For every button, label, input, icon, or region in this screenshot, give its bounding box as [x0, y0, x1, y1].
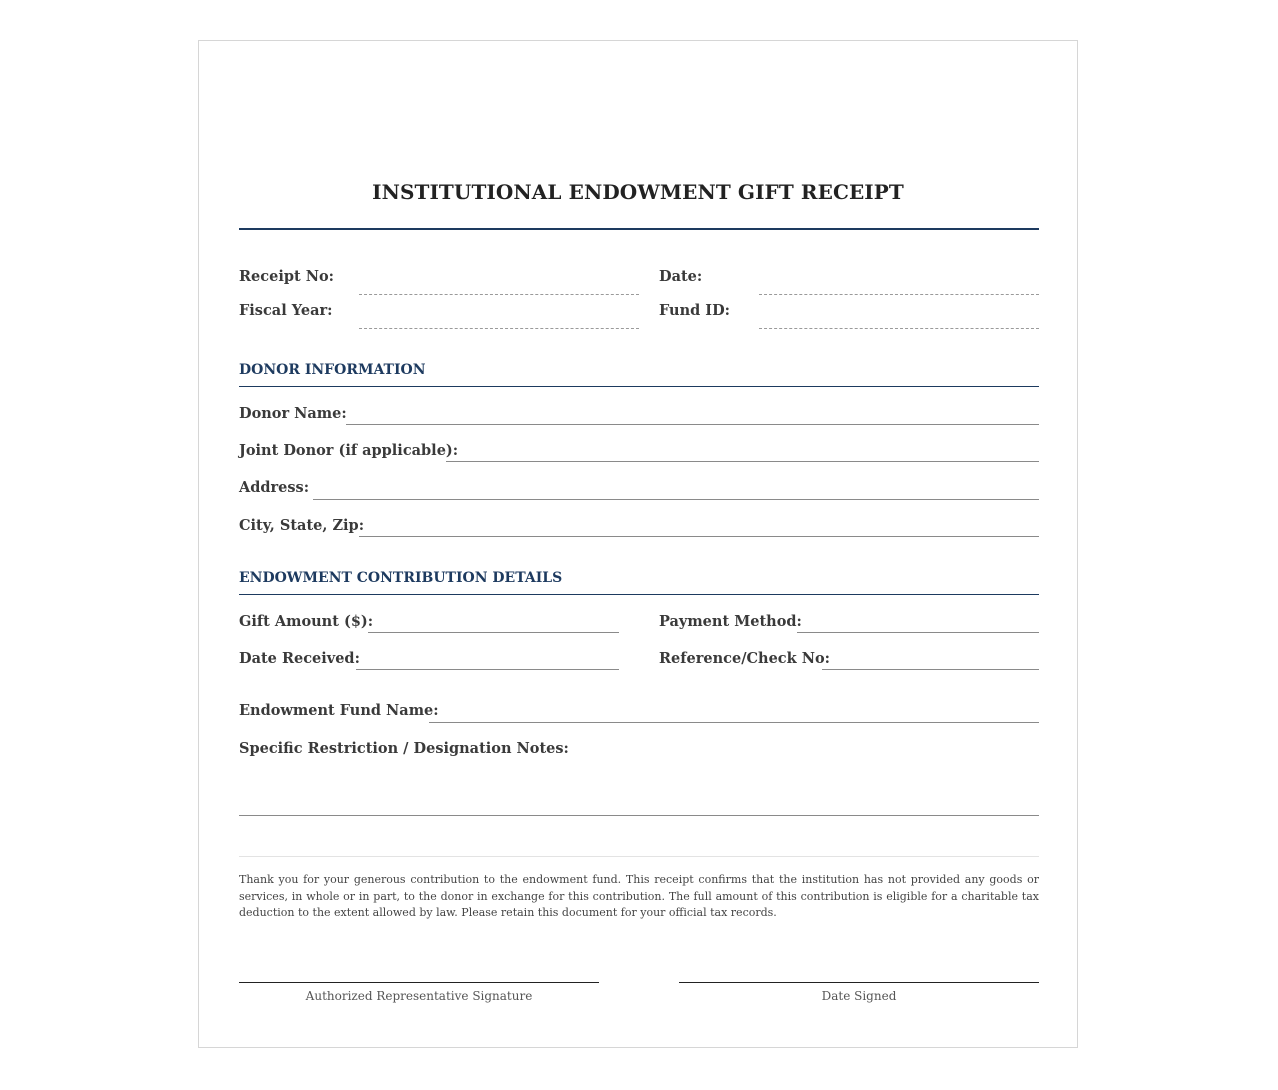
- date-signed-label: Date Signed: [821, 989, 897, 1003]
- fund-name-field[interactable]: [429, 722, 1039, 723]
- date-label: Date:: [659, 268, 703, 285]
- payment-method-field[interactable]: [797, 632, 1039, 633]
- notes-field[interactable]: [239, 815, 1039, 816]
- disclaimer-divider: [239, 856, 1039, 857]
- fund-id-field[interactable]: [759, 328, 1039, 329]
- contribution-section-divider: [239, 594, 1039, 595]
- joint-donor-field[interactable]: [446, 461, 1039, 462]
- signature-label: Authorized Representative Signature: [305, 989, 533, 1003]
- gift-amount-label: Gift Amount ($):: [239, 613, 374, 630]
- receipt-no-label: Receipt No:: [239, 268, 335, 285]
- payment-method-label: Payment Method:: [659, 613, 802, 630]
- date-signed-line[interactable]: [679, 982, 1039, 983]
- title-divider: [239, 228, 1039, 230]
- joint-donor-label: Joint Donor (if applicable):: [239, 442, 459, 459]
- date-field[interactable]: [759, 294, 1039, 295]
- fiscal-year-field[interactable]: [359, 328, 639, 329]
- donor-name-field[interactable]: [346, 424, 1039, 425]
- donor-section-heading: DONOR INFORMATION: [239, 362, 426, 378]
- notes-label: Specific Restriction / Designation Notes:: [239, 740, 569, 757]
- receipt-no-field[interactable]: [359, 294, 639, 295]
- gift-amount-field[interactable]: [368, 632, 619, 633]
- date-received-label: Date Received:: [239, 650, 360, 667]
- fund-name-label: Endowment Fund Name:: [239, 702, 439, 719]
- reference-check-field[interactable]: [822, 669, 1039, 670]
- contribution-section-heading: ENDOWMENT CONTRIBUTION DETAILS: [239, 570, 563, 586]
- address-label: Address:: [239, 479, 310, 496]
- fiscal-year-label: Fiscal Year:: [239, 302, 333, 319]
- signature-line[interactable]: [239, 982, 599, 983]
- city-state-zip-field[interactable]: [359, 536, 1039, 537]
- disclaimer-text: Thank you for your generous contribution to the endowment fund. This receipt confirms that the institution has not provided any goods or services, in whole or in part, to the donor in exchange for this contribution. The full amount of this contribution is eligible for a charitable tax deduction to the extent allowed by law. Please retain this document for your official tax records.: [239, 873, 1039, 919]
- document-title: INSTITUTIONAL ENDOWMENT GIFT RECEIPT: [372, 180, 904, 204]
- reference-check-label: Reference/Check No:: [659, 650, 831, 667]
- date-received-field[interactable]: [356, 669, 619, 670]
- address-field[interactable]: [313, 499, 1039, 500]
- donor-name-label: Donor Name:: [239, 405, 347, 422]
- donor-section-divider: [239, 386, 1039, 387]
- receipt-page: [198, 40, 1078, 1048]
- city-state-zip-label: City, State, Zip:: [239, 517, 365, 534]
- fund-id-label: Fund ID:: [659, 302, 731, 319]
